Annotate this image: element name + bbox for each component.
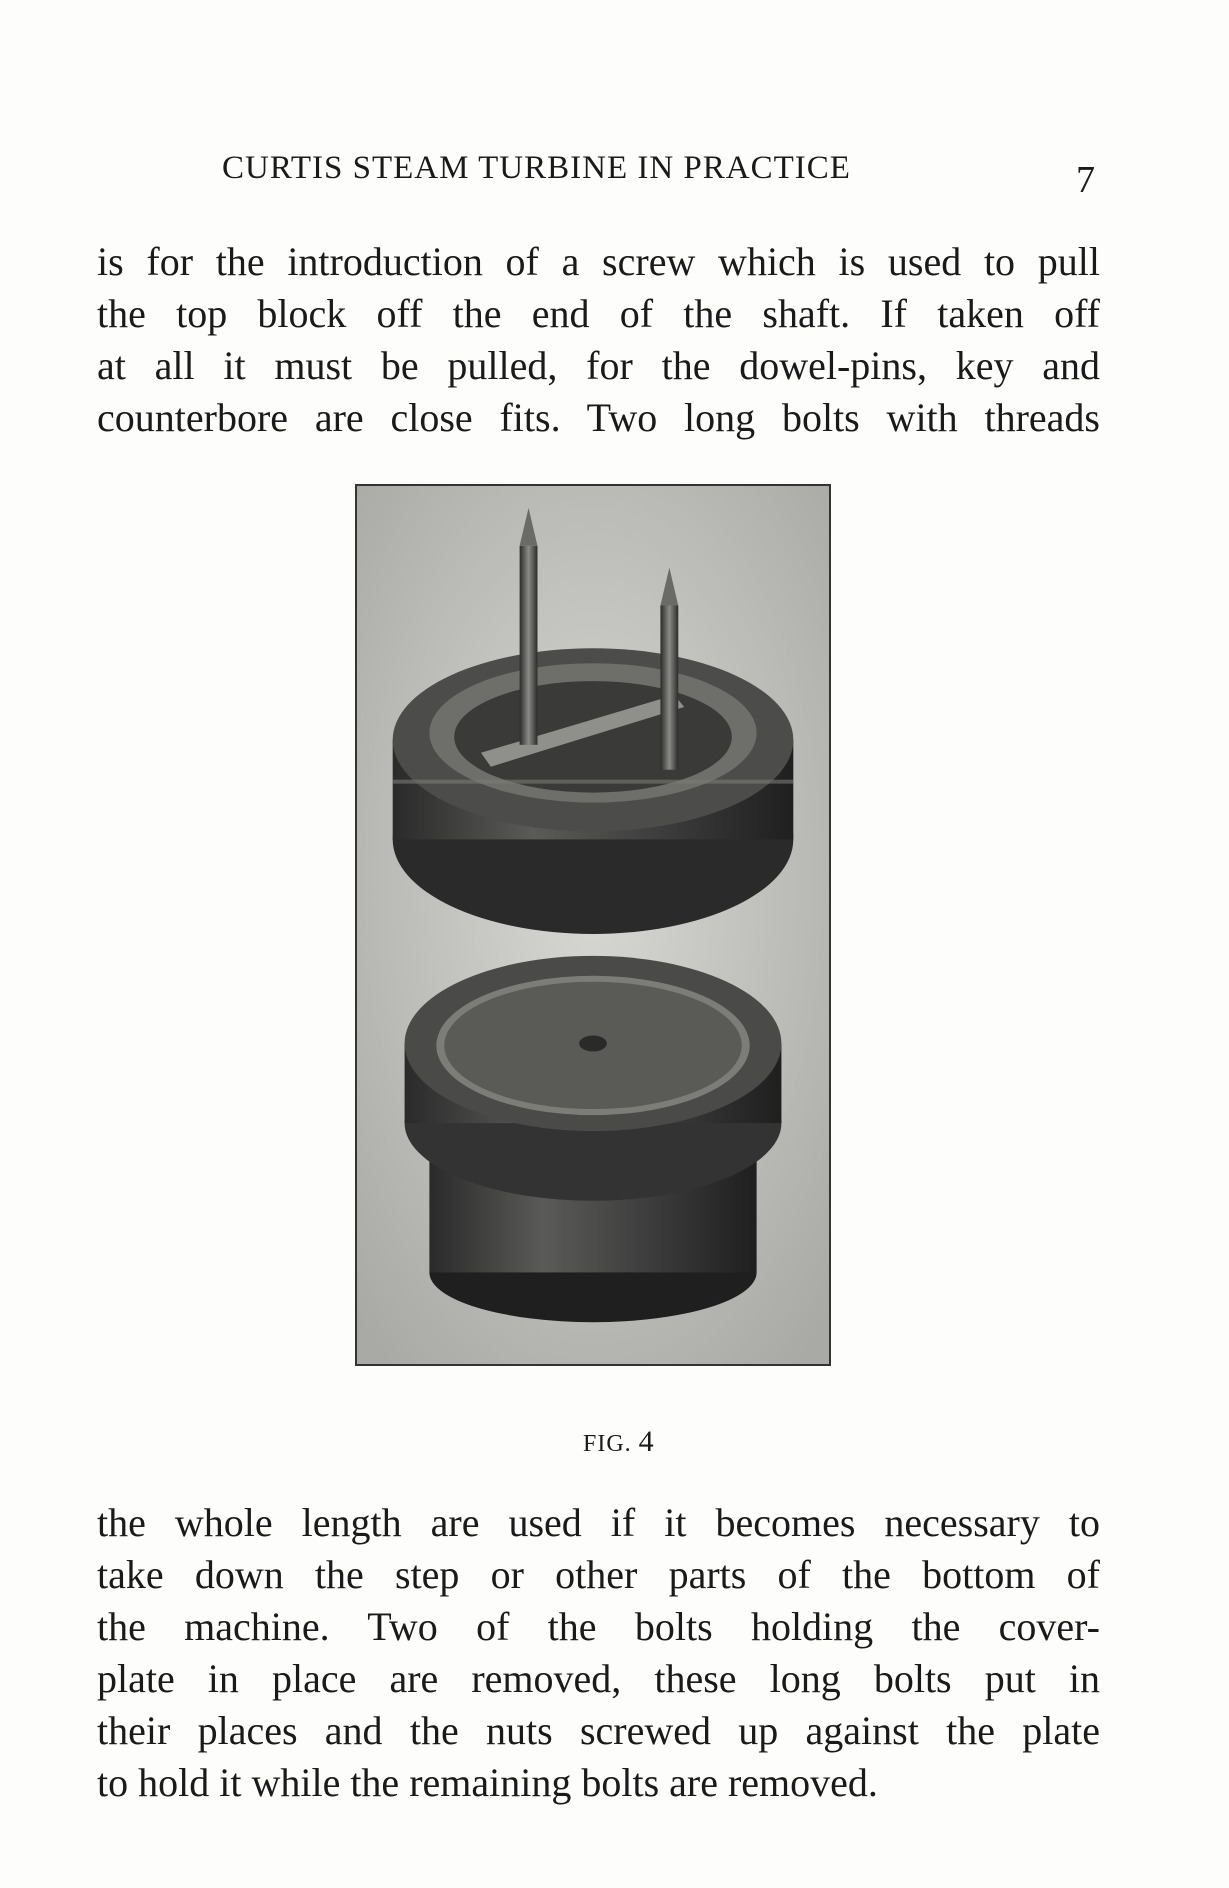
text-line: plate in place are removed, these long bolts put in	[97, 1656, 1100, 1701]
paragraph-top	[97, 236, 1100, 444]
turbine-step-blocks-illustration	[357, 486, 829, 1364]
page-number: 7	[1076, 159, 1095, 201]
text-line: to hold it while the remaining bolts are removed.	[97, 1760, 878, 1805]
caption-number: 4	[638, 1425, 655, 1458]
figure-caption	[583, 1425, 655, 1459]
paragraph-bottom	[97, 1497, 1100, 1809]
text-line: at all it must be pulled, for the dowel-pins, key and	[97, 343, 1100, 388]
text-line: take down the step or other parts of the bottom of	[97, 1552, 1100, 1597]
text-line: is for the introduction of a screw which is used to pull	[97, 239, 1100, 284]
figure-photo-step-blocks	[355, 484, 831, 1366]
text-line: the whole length are used if it becomes necessary to	[97, 1500, 1100, 1545]
text-line: their places and the nuts screwed up against the plate	[97, 1708, 1100, 1753]
running-title: CURTIS STEAM TURBINE IN PRACTICE	[222, 150, 851, 186]
caption-label: FIG.	[583, 1431, 632, 1457]
text-line: the machine. Two of the bolts holding the cover-	[97, 1604, 1100, 1649]
text-line: the top block off the end of the shaft. If taken off	[97, 291, 1100, 336]
text-line: counterbore are close fits. Two long bolts with threads	[97, 395, 1100, 440]
